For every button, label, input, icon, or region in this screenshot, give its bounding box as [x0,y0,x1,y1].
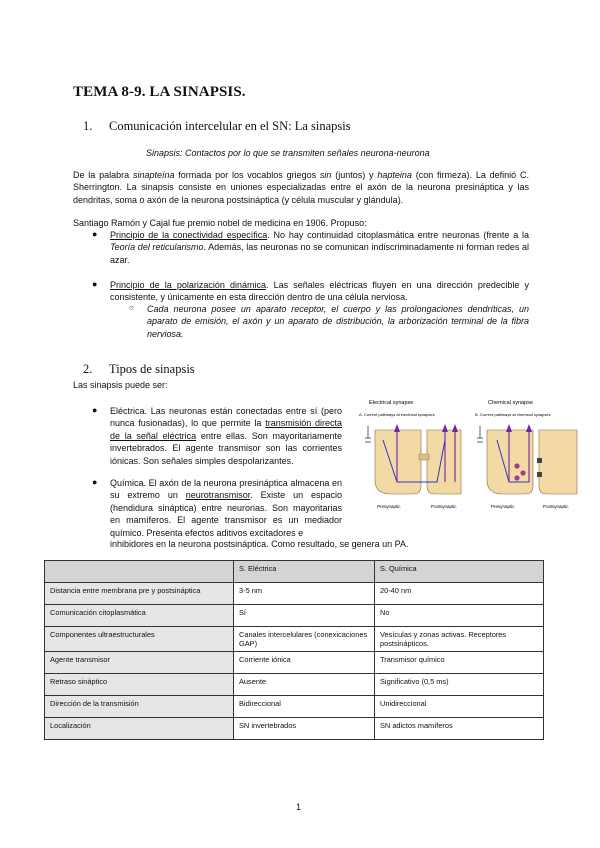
table-cell: Vesículas y zonas activas. Receptores postsinápticos. [375,627,544,652]
table-row [45,605,544,627]
section-2-intro: Las sinapsis puede ser: [73,380,168,390]
bullet-polarizacion: Principio de la polarización dinámica. Las señales eléctricas fluyen en una dirección predecible y consistente, y únicamente en esta dirección dentro de una célula nerviosa. [110,280,530,303]
table-row [45,696,544,718]
table-header-row [45,561,544,583]
paragraph-origin: De la palabra sinapteína formada por los vocablos griegos sin (juntos) y hapteina (con firmeza). La definió C. Sherrington. La sinapsis consiste en uniones especializadas entre el axón de la neurona presináptica y las dendritas, soma o axón de la neurona postsináptica (y célula muscular y glándula). [73,170,529,205]
chemical-synapse-diagram [477,424,577,509]
electrical-synapse-diagram [365,424,461,509]
synapse-figure [357,396,587,516]
section-1-heading [83,119,351,134]
section-2-number: 2. [83,362,93,376]
table-row [45,583,544,605]
bullet-conectividad: Principio de la conectividad específica. No hay continuidad citoplasmática entre neuronas (frente a la Teoría del reticularismo. Además, las neuronas no se comunican indiscriminadamente ni forman redes al azar. [110,230,530,265]
figure-left-presynaptic: Presynaptic [377,504,401,509]
table-cell: 3-5 nm [234,583,375,605]
bullet-dot: ● [92,405,98,415]
table-header-cell: S. Química [375,561,544,583]
figure-right-presynaptic: Presynaptic [491,504,515,509]
section-2-title: Tipos de sinapsis [109,362,195,376]
table-cell: Bidireccional [234,696,375,718]
link-neurotransmisor[interactable]: neurotransmisor [185,490,251,501]
section-1-title: Comunicación intercelular en el SN: La sinapsis [109,119,351,133]
table-cell: SN invertebrados [234,718,375,740]
table-row [45,718,544,740]
figure-left-postsynaptic: Postsynaptic [431,504,457,509]
bullet-electrica: Eléctrica. Las neuronas están conectadas entre sí (pero nunca fusionadas), lo que permite la transmisión directa de la señal eléctrica entre ellas. Son mayoritariamente invertebrados. El agente transmisor son las corrientes iónicas. Son señales simples despolarizantes. [110,406,342,466]
page-number: 1 [296,802,302,812]
table-cell: Significativo (0,5 ms) [375,674,544,696]
quimica-continuation: inhibidores en la neurona postsináptica. Como resultado, se genera un PA. [110,539,409,549]
bullet-dot: ● [92,477,98,487]
figure-right-postsynaptic: Postsynaptic [543,504,569,509]
table-cell: Agente transmisor [45,652,234,674]
table-cell: Dirección de la transmisión [45,696,234,718]
figure-right-title: Chemical synapse [488,400,533,406]
sub-bullet-neurona: Cada neurona posee un aparato receptor, el cuerpo y las prolongaciones dendríticas, un aparato de emisión, el axón y un aparato de distribución, la arborización terminal de la fibra nerviosa. [147,304,529,339]
section-2-heading [83,362,195,377]
figure-right-subtitle: B. Current pathways at chemical synapses [475,412,551,417]
page-title: TEMA 8-9. LA SINAPSIS. [73,84,246,100]
table-cell: Comunicación citoplasmática [45,605,234,627]
table-row [45,652,544,674]
section-1-number: 1. [83,119,93,133]
sub-bullet-circle: ○ [129,303,134,312]
bullet-quimica: Química. El axón de la neurona presináptica almacena en su extremo un neurotransmisor. Existe un espacio (hendidura sináptica) entre neuronas. Son mayoritarias en mamíferos. El agente transmisor es un mediador químico. Presenta efectos aditivos excitadores e [110,478,343,538]
table-cell: Corriente iónica [234,652,375,674]
table-header-cell [45,561,234,583]
table-cell: 20-40 nm [375,583,544,605]
table-cell: Unidireccional [375,696,544,718]
bullet-dot: ● [92,279,98,289]
figure-left-subtitle: A. Current pathways at electrical synapses [359,412,435,417]
link-transmision-directa[interactable]: transmisión directa de la señal eléctrica [110,418,342,441]
table-header-cell: S. Eléctrica [234,561,375,583]
table-cell: Canales intercelulares (conexicaciones GAP) [234,627,375,652]
table-cell: Retraso sináptico [45,674,234,696]
figure-left-title: Electrical synapse [369,400,414,406]
table-row [45,674,544,696]
table-cell: SN adictos mamíferos [375,718,544,740]
table-cell: Ausente [234,674,375,696]
table-cell: Sí [234,605,375,627]
table-row [45,627,544,652]
table-cell: Transmisor químico [375,652,544,674]
definition-line: Sinapsis: Contactos por lo que se transmiten señales neurona-neurona [146,148,430,158]
table-cell: Distancia entre membrana pre y postsináptica [45,583,234,605]
table-cell: Localización [45,718,234,740]
link-conectividad[interactable]: Principio de la conectividad específica [110,230,268,240]
cajal-line: Santiago Ramón y Cajal fue premio nobel de medicina en 1906. Propuso: [73,218,367,228]
table-cell: No [375,605,544,627]
link-polarizacion[interactable]: Principio de la polarización dinámica [110,280,266,290]
comparison-table [44,560,544,740]
bullet-dot: ● [92,229,98,239]
table-cell: Componentes ultraestructurales [45,627,234,652]
